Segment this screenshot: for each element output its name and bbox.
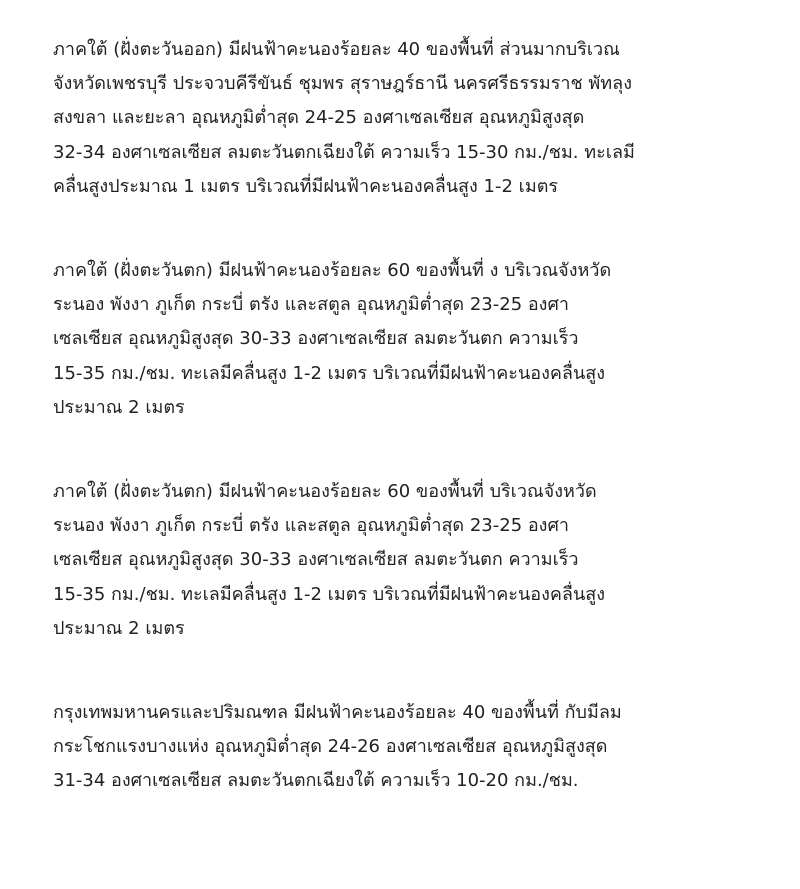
forecast-paragraph-south-west: ภาคใต้ (ฝั่งตะวันตก) มีฝนฟ้าคะนองร้อยละ 60 ของพื้นที่ ง บริเวณจังหวัด ระนอง พังงา ภูเก็ต กระบี่ ตรัง และสตูล อุณหภูมิต่ำสุด 23-25 องศา เซลเซียส อุณหภูมิสูงสุด 30-33 องศาเซลเซียส ลมตะวันตก ความเร็ว 15-35 กม./ชม. ทะเลมีคลื่นสูง 1-2 เมตร บริเวณที่มีฝนฟ้าคะนองคลื่นสูง ประมาณ 2 เมตร bbox=[53, 260, 612, 418]
forecast-paragraph-south-west-repeat: ภาคใต้ (ฝั่งตะวันตก) มีฝนฟ้าคะนองร้อยละ 60 ของพื้นที่ บริเวณจังหวัด ระนอง พังงา ภูเก็ต กระบี่ ตรัง และสตูล อุณหภูมิต่ำสุด 23-25 องศา เซลเซียส อุณหภูมิสูงสุด 30-33 องศาเซลเซียส ลมตะวันตก ความเร็ว 15-35 กม./ชม. ทะเลมีคลื่นสูง 1-2 เมตร บริเวณที่มีฝนฟ้าคะนองคลื่นสูง ประมาณ 2 เมตร bbox=[53, 481, 606, 639]
forecast-paragraph-south-east: ภาคใต้ (ฝั่งตะวันออก) มีฝนฟ้าคะนองร้อยละ 40 ของพื้นที่ ส่วนมากบริเวณ จังหวัดเพชรบุรี ประจวบคีรีขันธ์ ชุมพร สุราษฎร์ธานี นครศรีธรรมราช พัทลุง สงขลา และยะลา อุณหภูมิต่ำสุด 24-25 องศาเซลเซียส อุณหภูมิสูงสุด 32-34 องศาเซลเซียส ลมตะวันตกเฉียงใต้ ความเร็ว 15-30 กม./ชม. ทะเลมี คลื่นสูงประมาณ 1 เมตร บริเวณที่มีฝนฟ้าคะนองคลื่นสูง 1-2 เมตร bbox=[53, 39, 635, 197]
weather-forecast-article bbox=[53, 33, 743, 799]
forecast-paragraph-bangkok: กรุงเทพมหานครและปริมณฑล มีฝนฟ้าคะนองร้อยละ 40 ของพื้นที่ กับมีลม กระโชกแรงบางแห่ง อุณหภูมิต่ำสุด 24-26 องศาเซลเซียส อุณหภูมิสูงสุด 31-34 องศาเซลเซียส ลมตะวันตกเฉียงใต้ ความเร็ว 10-20 กม./ชม. bbox=[53, 702, 622, 792]
